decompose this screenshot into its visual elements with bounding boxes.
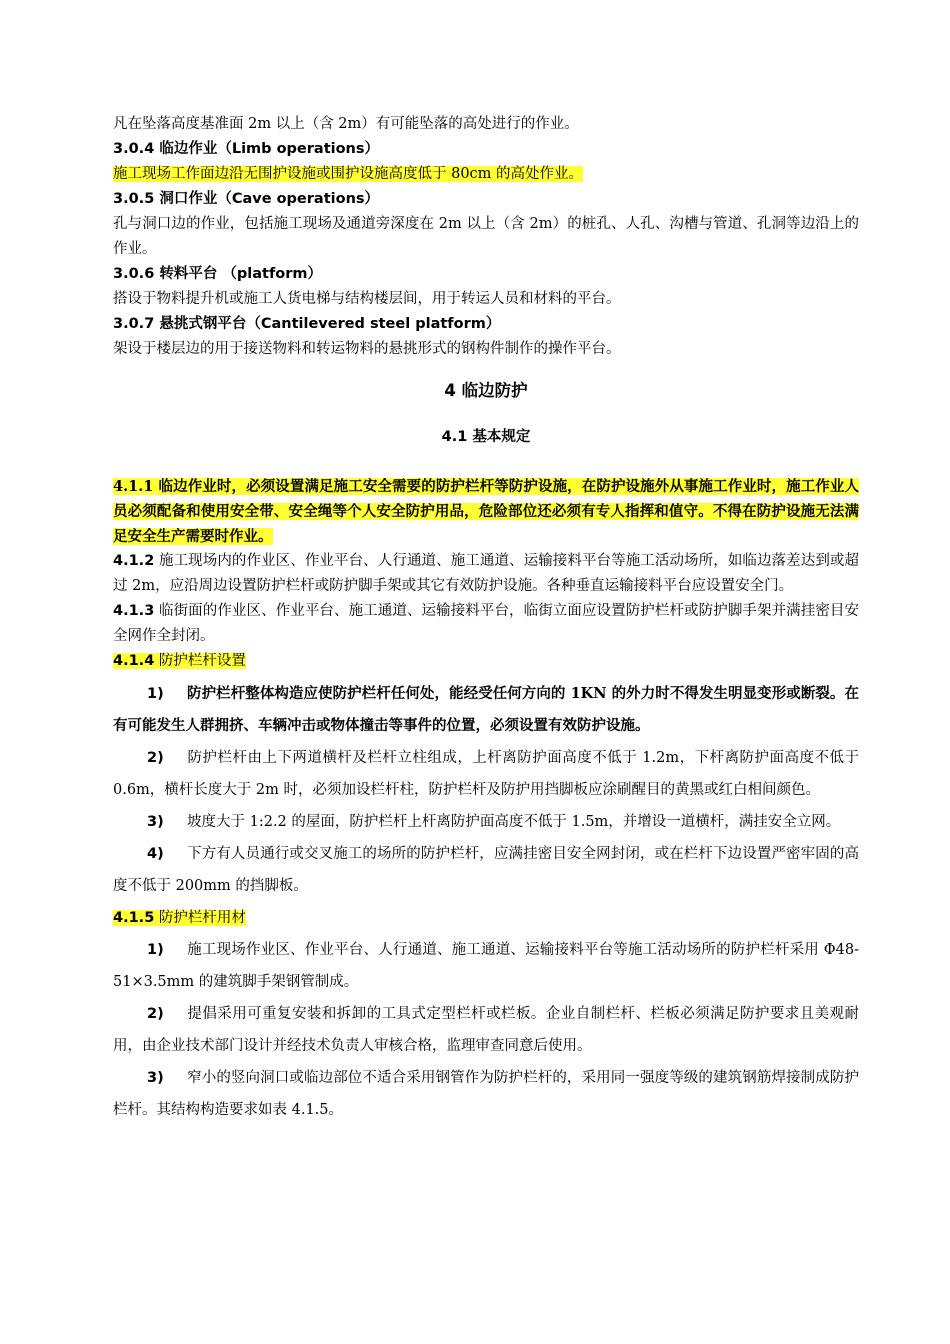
item-4-1-5-3 xyxy=(113,1062,859,1126)
chapter-title: 4 临边防护 xyxy=(444,381,528,400)
para-4-1-3: 临街面的作业区、作业平台、施工通道、运输接料平台，临街立面应设置防护栏杆或防护脚手架并满挂密目安全网作全封闭。 xyxy=(113,603,859,644)
para-4-1-1: 4.1.1 临边作业时，必须设置满足施工安全需要的防护栏杆等防护设施，在防护设施外从事施工作业时，施工作业人员必须配备和使用安全带、安全绳等个人安全防护用品，危险部位还必须有专人指挥和值守。不得在防护设施无法满足安全生产需要时作业。 xyxy=(113,478,859,545)
heading-3-0-6: 3.0.6 转料平台 （platform） xyxy=(113,266,322,282)
item-number: 4) xyxy=(147,846,164,862)
number-4-1-3: 4.1.3 xyxy=(113,603,155,619)
heading-3-0-5: 3.0.5 洞口作业（Cave operations） xyxy=(113,191,380,207)
item-4-1-4-3 xyxy=(113,806,859,838)
item-text: 施工现场作业区、作业平台、人行通道、施工通道、运输接料平台等施工活动场所的防护栏杆采用 Φ48-51×3.5mm 的建筑脚手架钢管制成。 xyxy=(113,942,859,990)
item-number: 2) xyxy=(147,1006,164,1022)
intro-text: 凡在坠落高度基准面 2m 以上（含 2m）有可能坠落的高处进行的作业。 xyxy=(113,116,579,132)
item-number: 1) xyxy=(147,686,164,702)
para-3-0-4: 施工现场工作面边沿无围护设施或围护设施高度低于 80cm 的高处作业。 xyxy=(113,166,584,182)
item-text: 坡度大于 1:2.2 的屋面，防护栏杆上杆离防护面高度不低于 1.5m，并增设一道横杆，满挂安全立网。 xyxy=(187,814,841,830)
para-3-0-7: 架设于楼层边的用于接送物料和转运物料的悬挑形式的钢构件制作的操作平台。 xyxy=(113,341,621,357)
item-number: 1) xyxy=(147,942,164,958)
item-4-1-5-1 xyxy=(113,934,859,998)
item-text: 窄小的竖向洞口或临边部位不适合采用钢管作为防护栏杆的，采用同一强度等级的建筑钢筋焊接制成防护栏杆。其结构构造要求如表 4.1.5。 xyxy=(113,1070,859,1118)
number-4-1-4: 4.1.4 xyxy=(113,653,155,669)
para-4-1-2: 施工现场内的作业区、作业平台、人行通道、施工通道、运输接料平台等施工活动场所，如临边落差达到或超过 2m，应沿周边设置防护栏杆或防护脚手架或其它有效防护设施。各种垂直运输接料平台应设置安全门。 xyxy=(113,553,859,594)
item-text: 下方有人员通行或交叉施工的场所的防护栏杆，应满挂密目安全网封闭，或在栏杆下边设置严密牢固的高度不低于 200mm 的挡脚板。 xyxy=(113,846,859,894)
item-4-1-4-2 xyxy=(113,742,859,806)
item-number: 3) xyxy=(147,1070,164,1086)
item-4-1-4-1 xyxy=(113,678,859,742)
section-title: 4.1 基本规定 xyxy=(441,429,531,445)
para-3-0-5: 孔与洞口边的作业，包括施工现场及通道旁深度在 2m 以上（含 2m）的桩孔、人孔、沟槽与管道、孔洞等边沿上的作业。 xyxy=(113,216,859,257)
document-page xyxy=(113,112,859,1126)
para-3-0-6: 搭设于物料提升机或施工人货电梯与结构楼层间，用于转运人员和材料的平台。 xyxy=(113,291,621,307)
item-4-1-4-4 xyxy=(113,838,859,902)
heading-4-1-5: 防护栏杆用材 xyxy=(154,910,246,926)
heading-3-0-7: 3.0.7 悬挑式钢平台（Cantilevered steel platform） xyxy=(113,316,501,332)
number-4-1-5: 4.1.5 xyxy=(113,910,155,926)
heading-4-1-4: 防护栏杆设置 xyxy=(154,653,246,669)
item-text: 防护栏杆由上下两道横杆及栏杆立柱组成，上杆离防护面高度不低于 1.2m，下杆离防护面高度不低于 0.6m，横杆长度大于 2m 时，必须加设栏杆柱，防护栏杆及防护用挡脚板应涂刷醒目的黄黑或红白相间颜色。 xyxy=(113,750,859,798)
item-number: 3) xyxy=(147,814,164,830)
item-4-1-5-2 xyxy=(113,998,859,1062)
heading-3-0-4: 3.0.4 临边作业（Limb operations） xyxy=(113,141,380,157)
item-number: 2) xyxy=(147,750,164,766)
item-text: 防护栏杆整体构造应使防护栏杆任何处，能经受任何方向的 1KN 的外力时不得发生明显变形或断裂。在有可能发生人群拥挤、车辆冲击或物体撞击等事件的位置，必须设置有效防护设施。 xyxy=(113,685,859,734)
item-text: 提倡采用可重复安装和拆卸的工具式定型栏杆或栏板。企业自制栏杆、栏板必须满足防护要求且美观耐用，由企业技术部门设计并经技术负责人审核合格，监理审查同意后使用。 xyxy=(113,1006,859,1054)
number-4-1-2: 4.1.2 xyxy=(113,553,155,569)
